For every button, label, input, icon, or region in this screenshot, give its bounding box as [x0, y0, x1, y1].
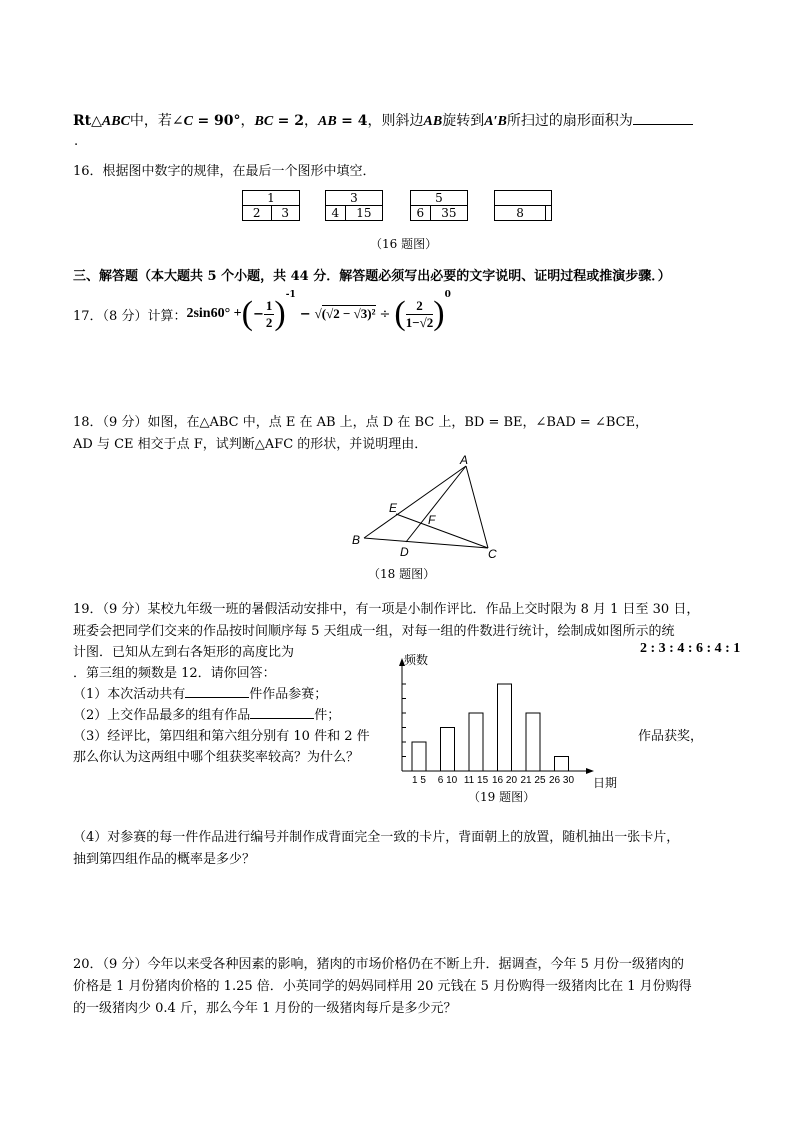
q19-line3: 计图．已知从左到右各矩形的高度比为	[73, 645, 295, 660]
q18-caption: （18 题图）	[368, 567, 436, 581]
q19-sub1b: 件作品参赛；	[249, 687, 328, 702]
q17-den1: 2	[265, 314, 273, 330]
q16-box-1	[242, 190, 300, 221]
q17-line	[73, 290, 451, 338]
q16-box-right: 35	[430, 206, 467, 221]
q19-sub3c: 那么你认为这两组中哪个组获奖率较高？为什么？	[73, 750, 360, 765]
bar-6	[555, 757, 569, 772]
q16-box-right: 15	[345, 206, 382, 221]
q17-minus2: −	[299, 306, 311, 322]
q16-box-left: 8	[495, 206, 546, 221]
q16-box-left: 4	[326, 206, 346, 221]
bar-1	[412, 742, 426, 771]
q17-minus: −	[252, 306, 264, 322]
q17-root-content: (√2 − √3)²	[321, 306, 376, 321]
q19-line2: 班委会把同学们交来的作品按时间顺序每 5 天组成一组，对每一组的件数进行统计，绘制成如图所示的统	[73, 624, 675, 639]
q16-box-right: 3	[271, 206, 300, 221]
q19-sub3b: 作品获奖，	[638, 729, 704, 744]
segment-ac	[466, 466, 488, 548]
q16-box-left: 6	[411, 206, 431, 221]
label-e: E	[389, 501, 398, 515]
label-d: D	[400, 545, 409, 559]
q15-angle: ∠	[171, 113, 184, 129]
q15-ab2: AB	[423, 114, 443, 129]
q17-rparen: )	[274, 295, 286, 332]
bar-5	[526, 713, 540, 771]
q16-box-right[interactable]	[546, 206, 552, 221]
q20-line3: 的一级猪肉少 0.4 斤，那么今年 1 月份的一级猪肉每斤是多少元？	[73, 1001, 457, 1016]
bars	[412, 684, 569, 771]
q16-box-top[interactable]	[495, 191, 552, 206]
q15-line	[73, 110, 693, 130]
q15-comma2: ，	[304, 113, 319, 129]
x-axis-label: 日期	[593, 776, 618, 790]
bar-2	[441, 728, 455, 772]
q16-box-2	[325, 190, 383, 221]
segment-ad	[406, 466, 466, 542]
q17-label: 17．（8 分）计算：	[73, 308, 187, 324]
q18-line1: 18．（9 分）如图，在△ABC 中，点 E 在 AB 上，点 D 在 BC 上，BD = BE，∠BAD = ∠BCE，	[73, 415, 649, 430]
label-c: C	[488, 547, 497, 561]
q15-period: .	[74, 134, 79, 149]
q16-caption: （16 题图）	[370, 237, 438, 251]
q19-bar-chart	[392, 650, 632, 790]
q19-caption: （19 题图）	[468, 790, 536, 804]
q15-rest: ，则斜边	[367, 113, 424, 129]
bar-3	[469, 713, 483, 771]
x-tick-label: 26 30	[548, 775, 575, 786]
q19-sub2a: （2）上交作品最多的组有作品	[73, 708, 251, 723]
section-3-heading: 三、解答题（本大题共 5 个小题，共 44 分．解答题必须写出必要的文字说明、证明过程或推演步骤．）	[73, 269, 671, 284]
q15-rot: 旋转到	[442, 113, 485, 129]
q19-sub3a: （3）经评比，第四组和第六组分别有 10 件和 2 件	[73, 729, 370, 744]
q19-sub1	[73, 683, 327, 702]
q17-frac2	[406, 298, 434, 331]
q15-bc: BC	[254, 114, 274, 129]
q17-div: ÷	[379, 306, 391, 322]
q15-eq2: = 2	[277, 113, 305, 129]
q15-answer-blank[interactable]	[633, 124, 693, 125]
q17-lparen2: (	[394, 295, 406, 332]
q15-comma1: ，	[240, 113, 255, 129]
x-tick-label: 1 5	[412, 775, 426, 786]
q20-line2: 价格是 1 月份猪肉价格的 1.25 倍．小英同学的妈妈同样用 20 元钱在 5 月份购得一级猪肉比在 1 月份购得	[73, 979, 692, 994]
q15-c: C	[183, 114, 193, 129]
q20-line1: 20．（9 分）今年以来受各种因素的影响，猪肉的市场价格仍在不断上升．据调查，今年 5 月份一级猪肉的	[73, 957, 684, 972]
q17-den2: 1−√2	[405, 314, 434, 330]
segment-bc	[364, 538, 488, 548]
q15-eq90: = 90°	[197, 113, 241, 129]
q19-answer-blank-1[interactable]	[185, 697, 249, 698]
y-axis-label: 频数	[404, 653, 429, 667]
q17-term1: 2sin60° +	[186, 306, 242, 321]
q18-figure	[340, 452, 510, 562]
q15-ab: AB	[318, 114, 337, 129]
q19-sub4a: （4）对参赛的每一件作品进行编号并制作成背面完全一致的卡片，背面朝上的放置，随机抽出一张卡片，	[73, 830, 680, 845]
x-tick-labels	[412, 775, 574, 786]
q18-line2: AD 与 CE 相交于点 F，试判断△AFC 的形状，并说明理由．	[73, 437, 428, 452]
x-tick-label: 11 15	[463, 775, 489, 786]
q19-line4: ．第三组的频数是 12．请你回答：	[73, 666, 276, 681]
y-ticks	[402, 684, 406, 757]
segment-ab	[364, 466, 466, 538]
q16-box-top: 5	[411, 191, 468, 206]
q15-eq4: = 4	[341, 113, 368, 129]
q19-line1: 19．（9 分）某校九年级一班的暑假活动安排中，有一项是小制作评比．作品上交时限为 8 月 1 日至 30 日，	[73, 602, 700, 617]
q15-apb: A′B	[484, 114, 507, 129]
q17-root: √(√2 − √3)²	[314, 306, 376, 321]
q16-box-top: 3	[326, 191, 383, 206]
x-tick-label: 16 20	[491, 775, 518, 786]
q19-sub2b: 件；	[314, 708, 341, 723]
q15-abc: ABC	[101, 114, 130, 129]
x-tick-label: 21 25	[520, 775, 546, 786]
segment-ce	[396, 514, 488, 548]
q16-box-4	[494, 190, 552, 221]
q19-ratio: 2 : 3 : 4 : 6 : 4 : 1	[640, 641, 741, 656]
q17-lparen: (	[241, 295, 253, 332]
q16-text: 16．根据图中数字的规律，在最后一个图形中填空．	[73, 164, 376, 179]
label-a: A	[460, 453, 469, 467]
q19-answer-blank-2[interactable]	[250, 718, 314, 719]
q19-sub1a: （1）本次活动共有	[73, 687, 186, 702]
q17-exp2: 0	[444, 290, 451, 300]
q17-frac1	[264, 298, 275, 331]
x-tick-label: 6 10	[437, 775, 458, 786]
x-axis-arrow	[586, 768, 594, 774]
q17-exp1: -1	[285, 290, 296, 300]
q19-sub4b: 抽到第四组作品的概率是多少？	[73, 852, 256, 867]
q19-sub2	[73, 704, 340, 723]
label-f: F	[428, 513, 436, 527]
q16-box-left: 2	[243, 206, 272, 221]
bar-4	[498, 684, 512, 771]
q17-num2: 2	[406, 298, 434, 315]
q15-tri: △	[91, 113, 102, 129]
q17-num1: 1	[265, 297, 273, 313]
label-b: B	[352, 533, 361, 547]
q15-zhong: 中，若	[129, 113, 172, 129]
q16-box-top: 1	[243, 191, 300, 206]
q15-tail: 所扫过的扇形面积为	[506, 113, 633, 129]
q15-rt: Rt	[73, 113, 92, 129]
q17-rparen2: )	[433, 295, 445, 332]
q16-box-3	[410, 190, 468, 221]
